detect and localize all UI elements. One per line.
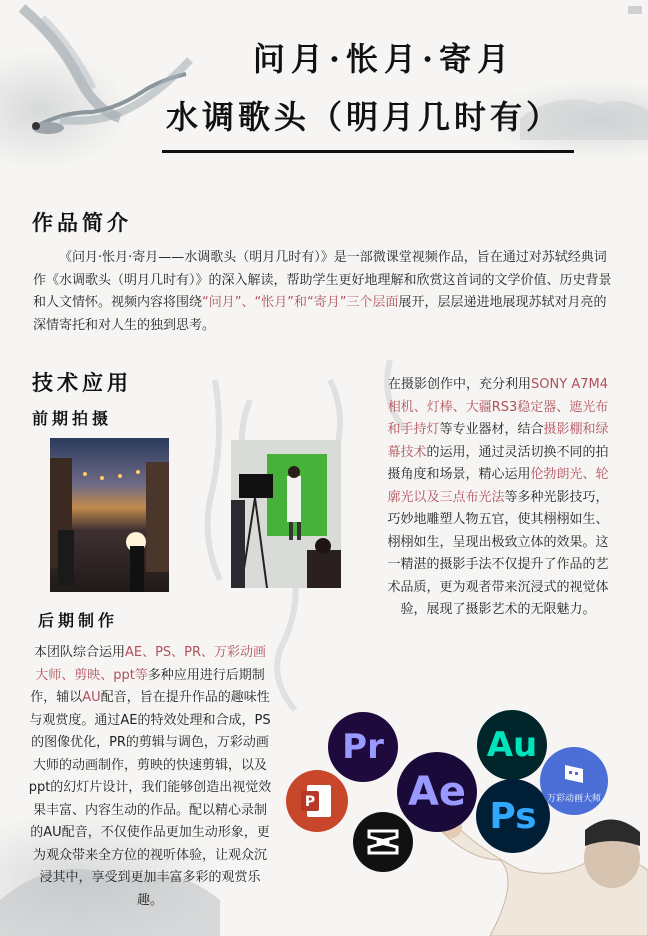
seal-mark <box>628 6 642 14</box>
intro-heading: 作品简介 <box>32 210 132 235</box>
wancai-logo-icon <box>540 747 608 815</box>
post-text-3: 配音，旨在提升作品的趣味性与观赏度。通过AE的特效处理和合成，PS的图像优化，PR的剪辑与调色，万彩动画大师的动画制作，剪映的快速剪辑，以及ppt的幻灯片设计，我们能够创造出视觉效果丰富、内容生动的作品。配以精心录制的AU配音，不仅使作品更加生动形象，更为观众带来全方位的视听体验，让观众沉浸其中，享受到更加丰富多彩的观赏乐趣。 <box>28 690 272 908</box>
capcut-logo-icon <box>353 812 413 872</box>
pre-production-heading: 前期拍摄 <box>32 409 113 428</box>
intro-text-a: 《问月·怅月·寄月——水调歌头（明月几时有）》是一部微课堂视频作品，旨在通过对苏轼经典词作《水调歌头（明月几时有）》的深入解读，帮助学生更好地理解和欣赏这首词的文学价值、历史背景和人文情怀。视频内容将围绕 <box>33 250 612 310</box>
after-effects-logo-text: Ae <box>407 769 467 815</box>
powerpoint-logo-text: P <box>304 794 316 810</box>
wancai-logo-text: 万彩动画大师 <box>546 793 601 804</box>
shoot-text-4: 等多种光影技巧，巧妙地雕塑人物五官，使其栩栩如生、栩栩如生，呈现出极致立体的效果。这一精湛的摄影手法不仅提升了作品的艺术品质，更为观者带来沉浸式的视觉体验，展现了摄影艺术的无限魅力。 <box>387 489 609 617</box>
post-text-2: 多种应用进行后期制作，辅以 <box>30 667 265 705</box>
title-line-2: 水调歌头（明月几时有） <box>165 98 562 136</box>
shoot-highlight-1: SONY A7M4相机、灯棒、大疆RS3稳定器、遮光布和手持灯 <box>387 377 609 437</box>
capcut-glyph <box>365 827 401 857</box>
green-screen-photo <box>231 440 341 588</box>
photoshop-logo-icon <box>476 779 550 853</box>
intro-text-b: 展开，层层递进地展现苏轼对月亮的深情寄托和对人生的独到思考。 <box>33 295 607 333</box>
shoot-text-3: 的运用，通过灵活切换不同的拍摄角度和场景，精心运用 <box>387 444 609 482</box>
powerpoint-glyph <box>297 781 337 821</box>
premiere-logo-text: Pr <box>342 727 384 767</box>
shoot-highlight-2: 摄影棚和绿幕技术 <box>387 422 609 460</box>
wancai-film-glyph <box>559 759 589 789</box>
photoshop-logo-text: Ps <box>489 795 537 837</box>
after-effects-logo-icon <box>397 752 477 832</box>
post-production-heading: 后期制作 <box>38 611 119 630</box>
premiere-logo-icon <box>328 712 398 782</box>
post-highlight-1: AE、PS、PR、万彩动画大师、剪映、ppt等 <box>35 645 267 683</box>
title-line-1: 问月·怅月·寄月 <box>252 40 516 78</box>
shoot-text-2: 等专业器材，结合 <box>439 422 544 437</box>
tech-heading: 技术应用 <box>32 370 132 395</box>
title-divider <box>162 150 574 153</box>
intro-highlight: “问月”、“怅月”和“寄月”三个层面 <box>202 295 399 310</box>
post-text-1: 本团队综合运用 <box>33 645 125 660</box>
audition-logo-text: Au <box>486 725 538 765</box>
shoot-text-1: 在摄影创作中，充分利用 <box>388 377 532 392</box>
audition-logo-icon <box>477 710 547 780</box>
powerpoint-logo-icon <box>286 770 348 832</box>
shooting-paragraph <box>382 374 614 622</box>
shoot-highlight-3: 伦勃朗光、轮廓光以及三点布光法 <box>387 467 609 505</box>
post-production-paragraph <box>28 642 272 912</box>
street-shooting-photo <box>50 438 169 592</box>
intro-paragraph <box>33 247 617 337</box>
post-highlight-2: AU <box>82 690 101 705</box>
